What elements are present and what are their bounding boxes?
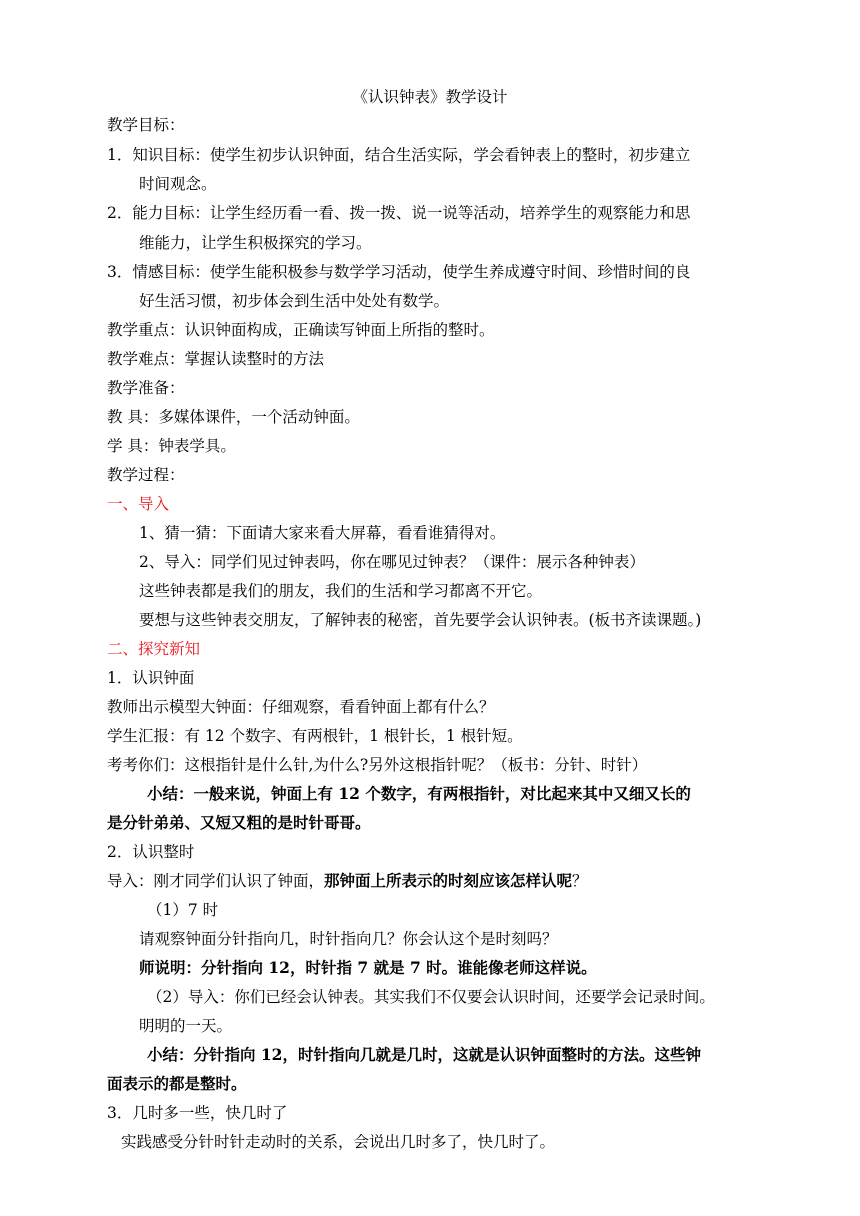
objective-1-line-1: 1．知识目标：使学生初步认识钟面，结合生活实际，学会看钟表上的整时，初步建立	[107, 146, 691, 164]
item-2-line-2: 明明的一天。	[139, 1017, 233, 1035]
section-1-paragraph-3: 这些钟表都是我们的朋友，我们的生活和学习都离不开它。	[139, 582, 543, 600]
key-point: 教学重点：认识钟面构成，正确读写钟面上所指的整时。	[107, 321, 495, 339]
summary-2-line-1: 小结：分针指向 12，时针指向几就是几时，这就是认识钟面整时的方法。这些钟	[147, 1045, 701, 1064]
subsection-2-3-paragraph-1: 实践感受分针时针走动时的关系，会说出几时多了，快几时了。	[121, 1133, 556, 1151]
subsection-2-2-heading: 2．认识整时	[107, 843, 195, 861]
objective-1-line-2: 时间观念。	[139, 175, 217, 193]
item-2-line-1: （2）导入：你们已经会认钟表。其实我们不仅要会认识时间，还要学会记录时间。	[147, 988, 715, 1006]
subsection-2-2-intro	[107, 871, 588, 891]
intro-question-mark: ？	[572, 872, 588, 890]
summary-1-line-1: 小结：一般来说，钟面上有 12 个数字，有两根指针，对比起来其中又细又长的	[147, 784, 691, 803]
summary-1-line-2: 是分针弟弟、又短又粗的是时针哥哥。	[107, 813, 371, 832]
objective-2-line-2: 维能力，让学生积极探究的学习。	[139, 234, 372, 252]
item-1-question: 请观察钟面分针指向几，时针指向几？你会认这个是时刻吗？	[139, 930, 558, 948]
subsection-2-1-paragraph-1: 教师出示模型大钟面：仔细观察，看看钟面上都有什么？	[107, 698, 495, 716]
document-title: 《认识钟表》教学设计	[352, 88, 508, 106]
objective-3-line-1: 3．情感目标：使学生能积极参与数学学习活动，使学生养成遵守时间、珍惜时间的良	[107, 263, 691, 281]
intro-text-plain: 导入：刚才同学们认识了钟面，	[107, 872, 325, 890]
intro-text-bold: 那钟面上所表示的时刻应该怎样认呢	[324, 871, 573, 890]
subsection-2-1-paragraph-2: 学生汇报：有 12 个数字、有两根针，1 根针长，1 根针短。	[107, 727, 523, 745]
section-1-heading: 一、导入	[107, 495, 170, 513]
section-1-paragraph-1: 1、猜一猜：下面请大家来看大屏幕，看看谁猜得对。	[139, 524, 506, 542]
preparation-heading: 教学准备：	[107, 379, 185, 397]
item-1-label: （1）7 时	[147, 901, 219, 919]
item-1-explanation: 师说明：分针指向 12，时针指 7 就是 7 时。谁能像老师这样说。	[139, 958, 597, 977]
difficulty: 教学难点：掌握认读整时的方法	[107, 350, 325, 368]
summary-2-line-2: 面表示的都是整时。	[107, 1074, 247, 1093]
section-1-paragraph-2: 2、导入：同学们见过钟表吗，你在哪见过钟表？（课件：展示各种钟表）	[139, 553, 645, 571]
subsection-2-1-paragraph-3: 考考你们：这根指针是什么针,为什么?另外这根指针呢？（板书：分针、时针）	[107, 756, 648, 774]
objective-3-line-2: 好生活习惯，初步体会到生活中处处有数学。	[139, 292, 450, 310]
objectives-heading: 教学目标：	[107, 116, 185, 134]
student-tools: 学 具：钟表学具。	[107, 437, 236, 455]
objective-2-line-1: 2．能力目标：让学生经历看一看、拨一拨、说一说等活动，培养学生的观察能力和思	[107, 204, 691, 222]
teacher-tools: 教 具：多媒体课件，一个活动钟面。	[107, 408, 360, 426]
section-2-heading: 二、探究新知	[107, 640, 201, 658]
subsection-2-3-heading: 3．几时多一些，快几时了	[107, 1104, 288, 1122]
process-heading: 教学过程：	[107, 466, 185, 484]
subsection-2-1-heading: 1．认识钟面	[107, 669, 195, 687]
section-1-paragraph-4: 要想与这些钟表交朋友，了解钟表的秘密，首先要学会认识钟表。(板书齐读课题。)	[139, 611, 702, 629]
